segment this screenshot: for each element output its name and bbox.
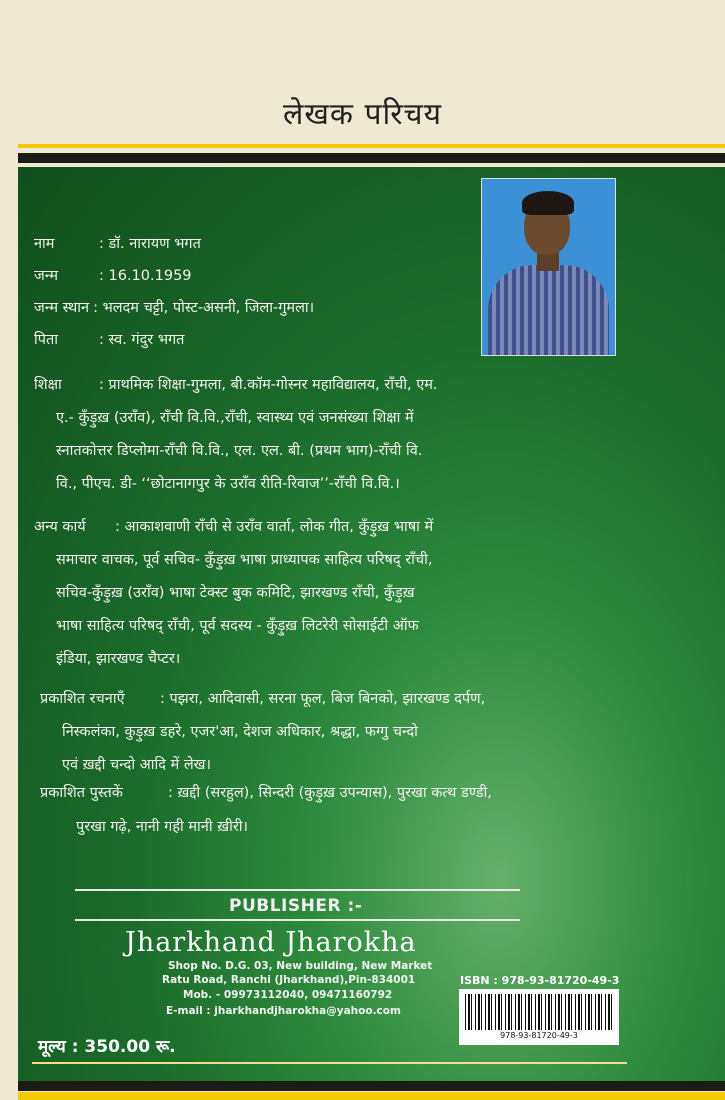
- publisher-rule-bottom: [75, 919, 520, 921]
- dob-value: : 16.10.1959: [99, 268, 192, 284]
- other-work-line: भाषा साहित्य परिषद् राँची, पूर्व सदस्य - कुँड़ुख़ लिटरेरी सोसाईटी ऑफ: [56, 618, 419, 634]
- name-label: नाम: [34, 236, 55, 252]
- birthplace-label: जन्म स्थान: [34, 300, 90, 316]
- other-work-line: : आकाशवाणी राँची से उराँव वार्ता, लोक गीत, कुँड़ुख़ भाषा में: [115, 519, 434, 535]
- father-row: [34, 324, 184, 356]
- publisher-heading: PUBLISHER :-: [229, 896, 363, 916]
- other-work-line: समाचार वाचक, पूर्व सचिव- कुँड़ुख़ भाषा प्राध्यापक साहित्य परिषद् राँची,: [56, 552, 433, 568]
- books-label: प्रकाशित पुस्तकें: [40, 785, 123, 801]
- publisher-address-line: Shop No. D.G. 03, New building, New Market: [168, 960, 433, 972]
- dob-label: जन्म: [34, 268, 59, 284]
- publisher-rule-top: [75, 889, 520, 891]
- photo-hair: [522, 191, 574, 215]
- publications-line: निस्कलंका, कुड़ुख़ डहरे, एजर'आ, देशज अधिकार, श्रद्धा, फग्गु चन्दो: [62, 724, 418, 740]
- publisher-mobile: Mob. - 09973112040, 09471160792: [183, 989, 393, 1001]
- education-line: स्नातकोत्तर डिप्लोमा-राँची वि.वि., एल. एल. बी. (प्रथम भाग)-राँची वि.: [56, 443, 423, 459]
- books-line: पुरखा गढ़े, नानी गही मानी ख़ीरी।: [76, 819, 249, 835]
- father-value: : स्व. गंदुर भगत: [99, 332, 185, 348]
- author-photo: [481, 178, 616, 356]
- education-line: वि., पीएच. डी- ‘‘छोटानागपुर के उराँव रीति-रिवाज’’-राँची वि.वि.।: [56, 476, 400, 492]
- other-work-label: अन्य कार्य: [34, 519, 86, 535]
- isbn-label: ISBN : 978-93-81720-49-3: [460, 974, 620, 987]
- birthplace-value: : भलदम चट्टी, पोस्ट-असनी, जिला-गुमला।: [93, 300, 315, 316]
- education-label: शिक्षा: [34, 377, 62, 393]
- books-line: : ख़द्दी (सरहुल), सिन्दरी (कुड़ुख़ उपन्यास), पुरखा कत्थ डण्डी,: [168, 785, 492, 801]
- isbn-barcode: [459, 989, 619, 1045]
- barcode-bars: [465, 994, 613, 1030]
- father-label: पिता: [34, 332, 59, 348]
- photo-shirt: [488, 265, 609, 356]
- name-value: : डॉ. नारायण भगत: [99, 236, 201, 252]
- barcode-number: 978-93-81720-49-3: [500, 1031, 578, 1040]
- page-title: लेखक परिचय: [283, 97, 442, 132]
- publications-line: एवं ख़द्दी चन्दो आदि में लेख।: [62, 757, 212, 773]
- price-rule: [32, 1062, 627, 1064]
- price: मूल्य : 350.00 रू.: [38, 1037, 176, 1057]
- other-work-line: इंडिया, झारखण्ड चैप्टर।: [56, 651, 181, 667]
- yellow-band-top: [18, 144, 725, 148]
- birthplace-row: [34, 292, 314, 324]
- dob-row: [34, 260, 192, 292]
- publications-label: प्रकाशित रचनाएँ: [40, 691, 125, 707]
- other-work-line: सचिव-कुँड़ुख़ (उराँव) भाषा टेक्स्ट बुक कमिटि, झारखण्ड राँची, कुँड़ुख़: [56, 585, 415, 601]
- yellow-band-bottom: [18, 1092, 725, 1100]
- dark-rule-bottom: [18, 1081, 725, 1091]
- publications-line: : पझरा, आदिवासी, सरना फूल, बिज बिनको, झारखण्ड दर्पण,: [160, 691, 486, 707]
- publisher-address-line: Ratu Road, Ranchi (Jharkhand),Pin-834001: [162, 974, 416, 986]
- education-line: : प्राथमिक शिक्षा-गुमला, बी.कॉम-गोस्नर महाविद्यालय, राँची, एम.: [99, 377, 438, 393]
- name-row: [34, 228, 201, 260]
- education-line: ए.- कुँड़ुख़ (उराँव), राँची वि.वि.,राँची, स्वास्थ्य एवं जनसंख्या शिक्षा में: [56, 410, 414, 426]
- publisher-email: E-mail : jharkhandjharokha@yahoo.com: [166, 1005, 401, 1017]
- publisher-name: Jharkhand Jharokha: [125, 927, 417, 958]
- dark-rule-top: [18, 153, 725, 163]
